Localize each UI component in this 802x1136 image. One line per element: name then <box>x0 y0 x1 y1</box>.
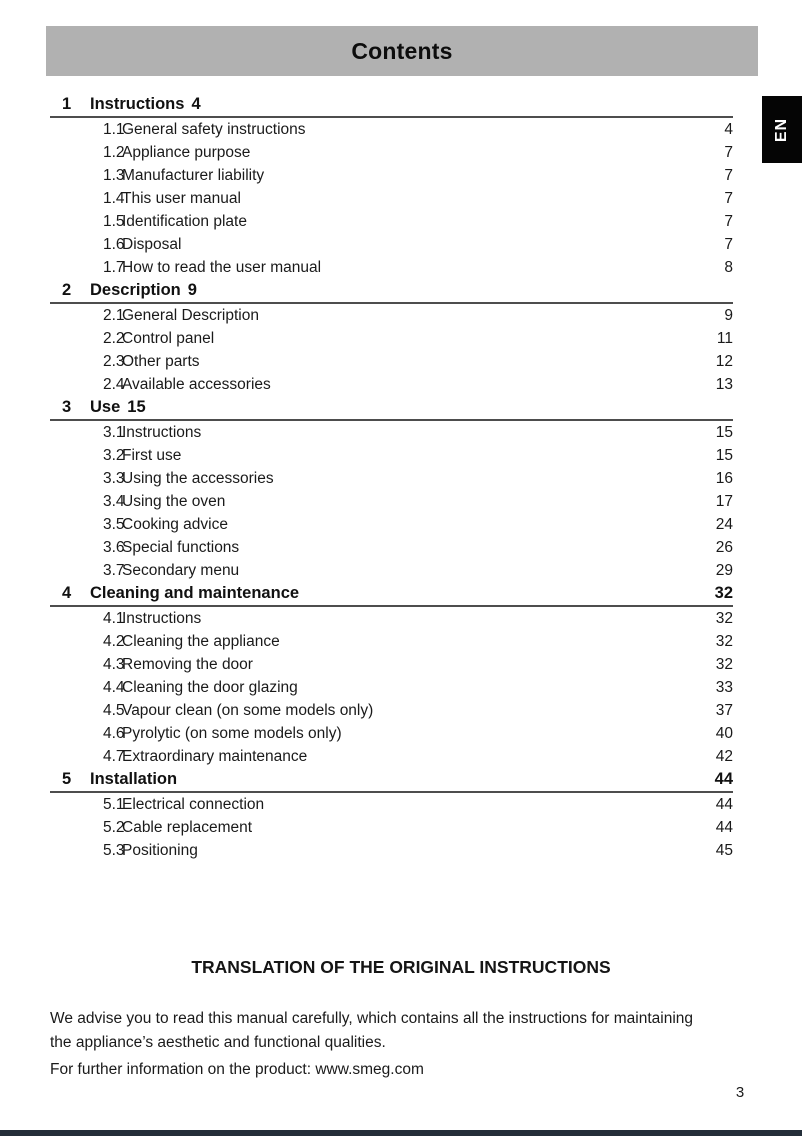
contents-banner <box>46 26 758 76</box>
toc-entry <box>50 490 733 513</box>
section-heading <box>50 279 733 304</box>
entry-label: Extraordinary maintenance <box>122 748 308 765</box>
toc-entry <box>50 118 733 141</box>
toc-entry <box>50 256 733 279</box>
entry-number: 1.4 <box>103 190 125 207</box>
toc-entry <box>50 745 733 768</box>
toc-entry <box>50 816 733 839</box>
entry-number: 1.5 <box>103 213 125 230</box>
entry-number: 2.2 <box>103 330 125 347</box>
entry-number: 4.7 <box>103 748 125 765</box>
entry-label: Identification plate <box>122 213 247 230</box>
toc-entry <box>50 233 733 256</box>
entry-page: 32 <box>715 656 733 673</box>
entry-number: 3.2 <box>103 447 125 464</box>
entry-page: 44 <box>715 819 733 836</box>
entry-page: 12 <box>715 353 733 370</box>
section-page: 32 <box>714 584 733 602</box>
section-title: Cleaning and maintenance <box>90 584 300 602</box>
toc-entry <box>50 467 733 490</box>
entry-label: Control panel <box>122 330 215 347</box>
toc-entry <box>50 141 733 164</box>
entry-label: Cable replacement <box>122 819 253 836</box>
toc-entry <box>50 676 733 699</box>
product-info-line: For further information on the product: www.smeg.com <box>50 1061 424 1078</box>
page-title: Contents <box>351 37 453 64</box>
toc-entry <box>50 536 733 559</box>
entry-number: 2.4 <box>103 376 125 393</box>
toc-entry <box>50 164 733 187</box>
entry-label: Using the oven <box>122 493 226 510</box>
section-heading <box>50 768 733 793</box>
entry-number: 3.4 <box>103 493 125 510</box>
entry-page: 13 <box>715 376 733 393</box>
entry-page: 7 <box>724 167 733 184</box>
toc-entry <box>50 350 733 373</box>
section-title: Description <box>90 281 181 299</box>
section-title: Installation <box>90 770 178 788</box>
entry-number: 4.3 <box>103 656 125 673</box>
toc-entry <box>50 630 733 653</box>
entry-number: 5.3 <box>103 842 125 859</box>
toc <box>50 93 733 862</box>
entry-label: General safety instructions <box>122 121 306 138</box>
entry-number: 4.2 <box>103 633 125 650</box>
entry-label: Using the accessories <box>122 470 274 487</box>
entry-page: 15 <box>715 424 733 441</box>
entry-page: 45 <box>715 842 733 859</box>
entry-number: 2.3 <box>103 353 125 370</box>
entry-page: 29 <box>715 562 733 579</box>
section-page: 4 <box>191 95 201 113</box>
entry-number: 1.2 <box>103 144 125 161</box>
section-page: 9 <box>187 281 197 299</box>
section-number: 5 <box>62 770 72 788</box>
toc-entry <box>50 839 733 862</box>
toc-entry <box>50 722 733 745</box>
entry-page: 7 <box>724 190 733 207</box>
entry-number: 3.7 <box>103 562 125 579</box>
entry-number: 3.5 <box>103 516 125 533</box>
entry-number: 4.5 <box>103 702 125 719</box>
entry-number: 1.1 <box>103 121 125 138</box>
entry-page: 15 <box>715 447 733 464</box>
entry-page: 33 <box>715 679 733 696</box>
entry-number: 1.6 <box>103 236 125 253</box>
entry-label: This user manual <box>122 190 241 207</box>
toc-entry <box>50 187 733 210</box>
toc-entry <box>50 607 733 630</box>
entry-page: 26 <box>715 539 733 556</box>
entry-number: 5.2 <box>103 819 125 836</box>
entry-page: 4 <box>724 121 733 138</box>
section-page: 44 <box>714 770 733 788</box>
entry-page: 32 <box>715 610 733 627</box>
section-title: Use <box>90 398 121 416</box>
language-tab <box>762 96 802 163</box>
entry-page: 37 <box>715 702 733 719</box>
entry-label: Cleaning the appliance <box>122 633 280 650</box>
entry-page: 16 <box>715 470 733 487</box>
entry-number: 4.6 <box>103 725 125 742</box>
entry-label: Cooking advice <box>122 516 228 533</box>
entry-label: How to read the user manual <box>122 259 322 276</box>
section-heading <box>50 396 733 421</box>
page-number: 3 <box>735 1084 745 1101</box>
section-heading <box>50 93 733 118</box>
entry-number: 3.1 <box>103 424 125 441</box>
section-number: 2 <box>62 281 72 299</box>
toc-entry <box>50 304 733 327</box>
entry-label: Manufacturer liability <box>122 167 265 184</box>
entry-label: Appliance purpose <box>122 144 251 161</box>
entry-page: 42 <box>715 748 733 765</box>
entry-number: 2.1 <box>103 307 125 324</box>
toc-entry <box>50 653 733 676</box>
entry-number: 1.3 <box>103 167 125 184</box>
entry-page: 7 <box>724 213 733 230</box>
entry-label: First use <box>122 447 182 464</box>
toc-section <box>50 396 733 582</box>
toc-entry <box>50 421 733 444</box>
entry-page: 7 <box>724 236 733 253</box>
entry-page: 11 <box>716 330 733 347</box>
section-number: 3 <box>62 398 72 416</box>
toc-entry <box>50 699 733 722</box>
entry-number: 3.3 <box>103 470 125 487</box>
entry-number: 4.4 <box>103 679 125 696</box>
entry-label: Available accessories <box>122 376 271 393</box>
toc-entry <box>50 559 733 582</box>
section-heading <box>50 582 733 607</box>
entry-number: 1.7 <box>103 259 125 276</box>
entry-label: Instructions <box>122 424 202 441</box>
entry-label: Removing the door <box>122 656 253 673</box>
entry-label: Electrical connection <box>122 796 265 813</box>
entry-page: 8 <box>724 259 733 276</box>
entry-label: Vapour clean (on some models only) <box>122 702 374 719</box>
entry-label: Disposal <box>122 236 182 253</box>
advice-paragraph: We advise you to read this manual carefully, which contains all the instructions for maintaining the appliance’s aesthetic and functional qualities. <box>50 1010 694 1051</box>
toc-section <box>50 93 733 279</box>
entry-page: 7 <box>724 144 733 161</box>
entry-page: 9 <box>724 307 733 324</box>
toc-section <box>50 582 733 768</box>
section-number: 4 <box>62 584 72 602</box>
entry-label: Secondary menu <box>122 562 240 579</box>
bottom-accent-bar <box>0 1130 802 1136</box>
toc-entry <box>50 373 733 396</box>
section-title: Instructions <box>90 95 185 113</box>
entry-page: 24 <box>715 516 733 533</box>
toc-entry <box>50 210 733 233</box>
entry-number: 3.6 <box>103 539 125 556</box>
entry-number: 4.1 <box>103 610 125 627</box>
language-tab-label: EN <box>772 117 790 142</box>
toc-section <box>50 768 733 862</box>
section-number: 1 <box>62 95 72 113</box>
toc-section <box>50 279 733 396</box>
entry-label: Other parts <box>122 353 200 370</box>
toc-entry <box>50 327 733 350</box>
section-page: 15 <box>127 398 146 416</box>
entry-number: 5.1 <box>103 796 125 813</box>
entry-page: 40 <box>715 725 733 742</box>
entry-label: Positioning <box>122 842 198 859</box>
entry-page: 32 <box>715 633 733 650</box>
toc-entry <box>50 793 733 816</box>
entry-page: 44 <box>715 796 733 813</box>
entry-label: Instructions <box>122 610 202 627</box>
toc-entry <box>50 513 733 536</box>
entry-label: Special functions <box>122 539 240 556</box>
entry-page: 17 <box>715 493 733 510</box>
toc-entry <box>50 444 733 467</box>
entry-label: Cleaning the door glazing <box>122 679 298 696</box>
translation-heading: TRANSLATION OF THE ORIGINAL INSTRUCTIONS <box>191 957 611 977</box>
entry-label: General Description <box>122 307 259 324</box>
entry-label: Pyrolytic (on some models only) <box>122 725 342 742</box>
